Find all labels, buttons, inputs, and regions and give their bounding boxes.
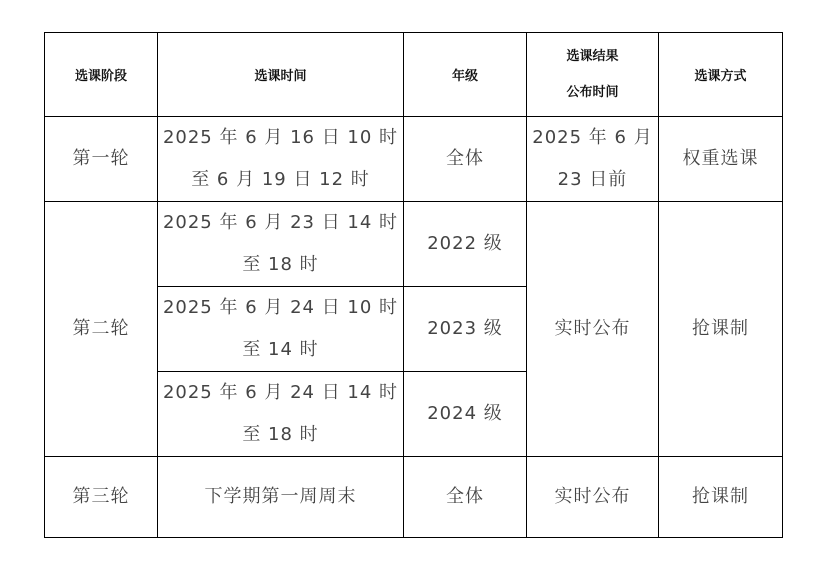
cell-stage: 第一轮 [45, 117, 158, 202]
cell-method: 权重选课 [659, 117, 783, 202]
header-result-line1: 选课结果 [566, 48, 619, 64]
cell-result: 实时公布 [527, 202, 659, 457]
cell-time-line1: 2025 年 6 月 23 日 14 时 [162, 212, 399, 233]
cell-result: 实时公布 [527, 457, 659, 538]
cell-grade: 全体 [404, 457, 527, 538]
header-grade: 年级 [404, 33, 527, 117]
cell-time-line2: 至 18 时 [242, 424, 319, 445]
cell-time-line2: 至 6 月 19 日 12 时 [191, 169, 370, 190]
cell-result-line1: 2025 年 6 月 [532, 127, 653, 148]
cell-time [158, 117, 404, 202]
cell-time [158, 287, 404, 372]
cell-result [527, 117, 659, 202]
cell-grade: 2022 级 [404, 202, 527, 287]
cell-time-line1: 2025 年 6 月 24 日 14 时 [162, 382, 399, 403]
table-row-round-1 [45, 117, 783, 202]
cell-grade: 2023 级 [404, 287, 527, 372]
cell-time-line1: 2025 年 6 月 24 日 10 时 [162, 297, 399, 318]
cell-grade: 全体 [404, 117, 527, 202]
header-result-time [527, 33, 659, 117]
cell-time-line1: 2025 年 6 月 16 日 10 时 [162, 127, 399, 148]
header-stage: 选课阶段 [45, 33, 158, 117]
header-time: 选课时间 [158, 33, 404, 117]
table-row-round-3 [45, 457, 783, 538]
header-result-line2: 公布时间 [566, 84, 619, 100]
cell-method: 抢课制 [659, 202, 783, 457]
cell-time-line2: 至 18 时 [242, 254, 319, 275]
cell-method: 抢课制 [659, 457, 783, 538]
header-method: 选课方式 [659, 33, 783, 117]
cell-time [158, 202, 404, 287]
cell-grade: 2024 级 [404, 372, 527, 457]
cell-time [158, 372, 404, 457]
cell-stage: 第三轮 [45, 457, 158, 538]
table-header-row [45, 33, 783, 117]
cell-time-line2: 至 14 时 [242, 339, 319, 360]
cell-time: 下学期第一周周末 [158, 457, 404, 538]
table-row-round-2-a [45, 202, 783, 287]
cell-result-line2: 23 日前 [557, 169, 628, 190]
cell-stage: 第二轮 [45, 202, 158, 457]
course-selection-schedule-table [44, 32, 783, 538]
